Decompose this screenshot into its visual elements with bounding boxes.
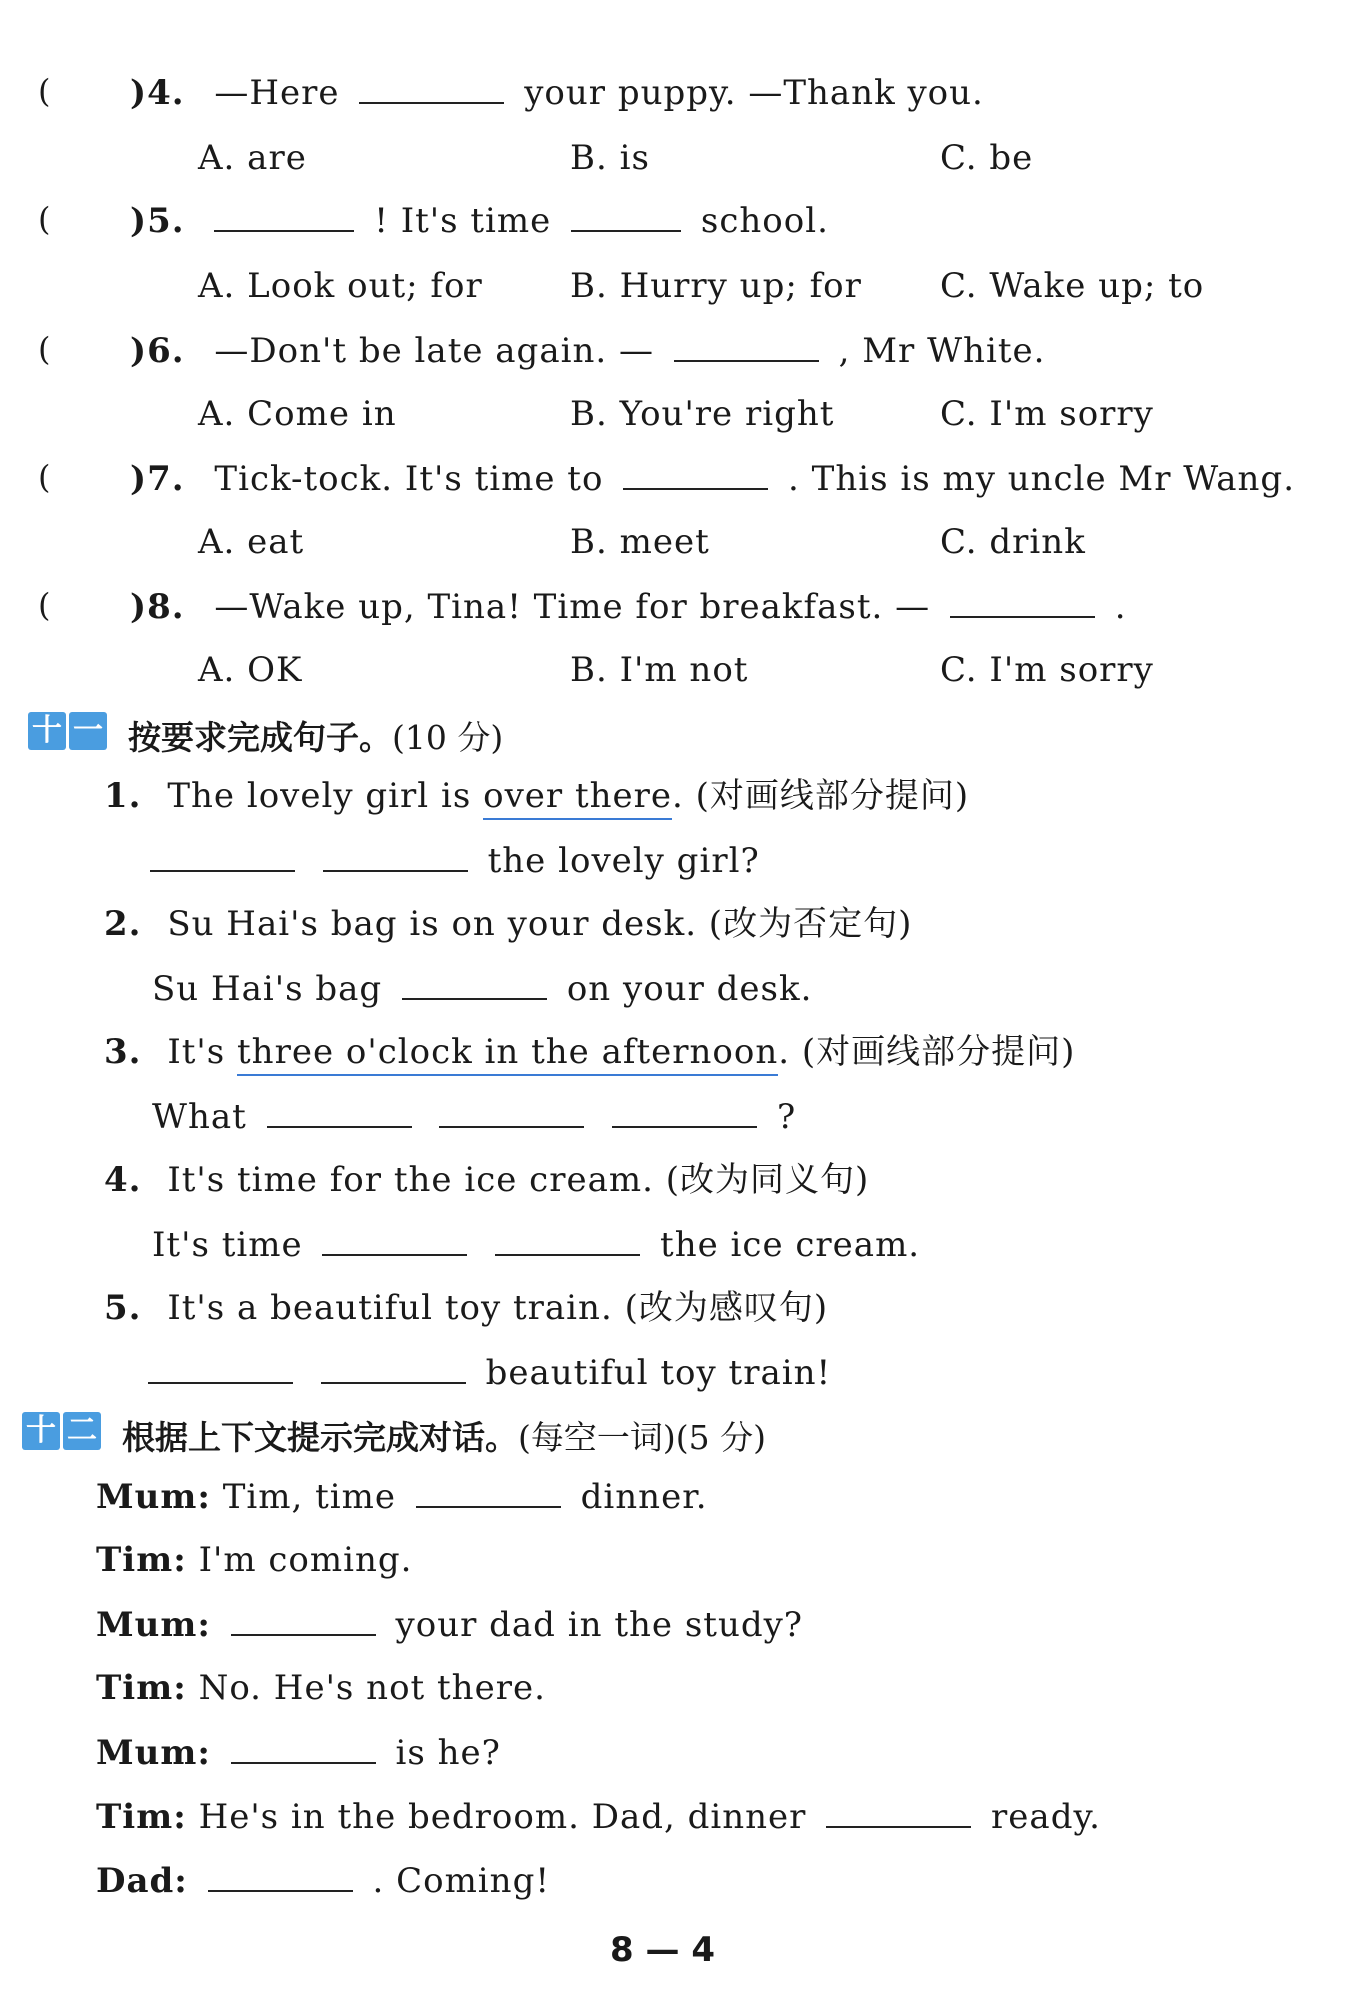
option-c[interactable]: C. Wake up; to <box>940 266 1205 306</box>
answer-paren: ( <box>38 458 51 496</box>
question-text: ! It's time <box>374 201 552 241</box>
answer-blank[interactable] <box>148 1352 293 1384</box>
question-number: )7. <box>130 459 185 499</box>
section-title-text: 根据上下文提示完成对话。 <box>122 1418 518 1457</box>
dialogue-line-3 <box>96 1604 803 1645</box>
option-a[interactable]: A. Come in <box>198 394 397 434</box>
underlined-phrase: over there <box>483 776 672 820</box>
answer-blank[interactable] <box>322 1224 467 1256</box>
answer-text: It's time <box>152 1225 303 1265</box>
answer-blank[interactable] <box>231 1604 376 1636</box>
question-stem <box>130 200 829 241</box>
answer-paren: ( <box>38 200 51 238</box>
question-text: —Wake up, Tina! Time for breakfast. — <box>214 587 931 627</box>
answer-paren: ( <box>38 72 51 110</box>
answer-blank[interactable] <box>359 72 504 104</box>
option-b[interactable]: B. meet <box>570 522 710 562</box>
item-number: 4. <box>104 1160 142 1200</box>
underlined-phrase: three o'clock in the afternoon <box>237 1032 778 1076</box>
speaker-label: Mum: <box>96 1477 211 1517</box>
badge-char: 一 <box>69 712 107 750</box>
section-number-badge <box>22 1412 101 1450</box>
question-number: )8. <box>130 587 185 627</box>
answer-blank[interactable] <box>416 1476 561 1508</box>
dialogue-line-6 <box>96 1796 1101 1837</box>
item-number: 1. <box>104 776 142 816</box>
answer-text: the ice cream. <box>660 1225 921 1265</box>
dialogue-line-2 <box>96 1540 412 1580</box>
answer-text: on your desk. <box>566 969 813 1009</box>
answer-line-1 <box>150 840 760 881</box>
answer-blank[interactable] <box>208 1860 353 1892</box>
question-text: —Here <box>214 73 340 113</box>
question-text: —Don't be late again. — <box>214 331 654 371</box>
answer-blank[interactable] <box>267 1096 412 1128</box>
option-c[interactable]: C. drink <box>940 522 1086 562</box>
option-a[interactable]: A. Look out; for <box>198 266 483 306</box>
question-stem <box>130 330 1045 371</box>
sentence-item-5 <box>104 1288 828 1328</box>
item-number: 5. <box>104 1288 142 1328</box>
dialogue-line-5 <box>96 1732 501 1773</box>
sentence-item-4 <box>104 1160 869 1200</box>
option-b[interactable]: B. Hurry up; for <box>570 266 862 306</box>
answer-blank[interactable] <box>231 1732 376 1764</box>
item-text: It's a beautiful toy train. (改为感叹句) <box>167 1288 829 1328</box>
speaker-label: Tim: <box>96 1668 187 1708</box>
item-text: . (对画线部分提问) <box>672 776 970 816</box>
answer-blank[interactable] <box>321 1352 466 1384</box>
answer-text: the lovely girl? <box>487 841 760 881</box>
answer-text: What <box>152 1097 247 1137</box>
answer-line-3 <box>152 1096 796 1137</box>
answer-blank[interactable] <box>826 1796 971 1828</box>
question-text: Tick-tock. It's time to <box>214 459 604 499</box>
answer-text: ? <box>777 1097 797 1137</box>
option-b[interactable]: B. I'm not <box>570 650 749 690</box>
section-score: (10 分) <box>392 718 504 757</box>
page-number: 8 — 4 <box>610 1930 715 1970</box>
answer-line-4 <box>152 1224 920 1265</box>
answer-blank[interactable] <box>323 840 468 872</box>
answer-text: Su Hai's bag <box>152 969 383 1009</box>
answer-line-5 <box>148 1352 831 1393</box>
section-title <box>128 712 503 759</box>
dialogue-text: dinner. <box>580 1477 708 1517</box>
sentence-item-3 <box>104 1032 1075 1072</box>
section-score: (每空一词)(5 分) <box>518 1418 766 1457</box>
dialogue-text: He's in the bedroom. Dad, dinner <box>198 1797 807 1837</box>
badge-char: 十 <box>22 1412 60 1450</box>
option-b[interactable]: B. is <box>570 138 650 178</box>
question-text: , Mr White. <box>838 331 1046 371</box>
option-c[interactable]: C. I'm sorry <box>940 394 1154 434</box>
answer-blank[interactable] <box>571 200 681 232</box>
option-a[interactable]: A. eat <box>198 522 305 562</box>
speaker-label: Mum: <box>96 1605 211 1645</box>
item-text: It's <box>167 1032 238 1072</box>
answer-blank[interactable] <box>402 968 547 1000</box>
speaker-label: Tim: <box>96 1797 187 1837</box>
answer-paren: ( <box>38 586 51 624</box>
question-stem <box>130 586 1127 627</box>
speaker-label: Tim: <box>96 1540 187 1580</box>
item-text: The lovely girl is <box>167 776 484 816</box>
item-text: It's time for the ice cream. (改为同义句) <box>167 1160 870 1200</box>
dialogue-text: Tim, time <box>222 1477 397 1517</box>
question-number: )4. <box>130 73 185 113</box>
dialogue-text: your dad in the study? <box>395 1605 804 1645</box>
answer-blank[interactable] <box>623 458 768 490</box>
item-number: 2. <box>104 904 142 944</box>
dialogue-text: I'm coming. <box>198 1540 413 1580</box>
speaker-label: Mum: <box>96 1733 211 1773</box>
question-text: your puppy. —Thank you. <box>524 73 984 113</box>
section-title-text: 按要求完成句子。 <box>128 718 392 757</box>
answer-text: beautiful toy train! <box>485 1353 832 1393</box>
option-c[interactable]: C. be <box>940 138 1034 178</box>
answer-blank[interactable] <box>950 586 1095 618</box>
dialogue-line-4 <box>96 1668 546 1708</box>
sentence-item-2 <box>104 904 912 944</box>
option-a[interactable]: A. are <box>198 138 307 178</box>
answer-blank[interactable] <box>214 200 354 232</box>
option-b[interactable]: B. You're right <box>570 394 835 434</box>
section-title <box>122 1412 766 1459</box>
dialogue-text: . Coming! <box>372 1861 551 1901</box>
answer-paren: ( <box>38 330 51 368</box>
dialogue-line-1 <box>96 1476 708 1517</box>
question-stem <box>130 72 984 113</box>
question-number: )5. <box>130 201 185 241</box>
speaker-label: Dad: <box>96 1861 188 1901</box>
dialogue-text: is he? <box>395 1733 501 1773</box>
item-text: Su Hai's bag is on your desk. (改为否定句) <box>167 904 913 944</box>
dialogue-text: No. He's not there. <box>198 1668 546 1708</box>
sentence-item-1 <box>104 776 969 816</box>
section-number-badge <box>28 712 107 750</box>
question-text: . <box>1114 587 1127 627</box>
badge-char: 二 <box>63 1412 101 1450</box>
answer-blank[interactable] <box>439 1096 584 1128</box>
dialogue-line-7 <box>96 1860 550 1901</box>
badge-char: 十 <box>28 712 66 750</box>
item-number: 3. <box>104 1032 142 1072</box>
option-a[interactable]: A. OK <box>198 650 303 690</box>
item-text: . (对画线部分提问) <box>778 1032 1076 1072</box>
option-c[interactable]: C. I'm sorry <box>940 650 1154 690</box>
answer-blank[interactable] <box>674 330 819 362</box>
question-text: . This is my uncle Mr Wang. <box>788 459 1295 499</box>
answer-blank[interactable] <box>495 1224 640 1256</box>
answer-line-2 <box>152 968 812 1009</box>
question-text: school. <box>700 201 829 241</box>
answer-blank[interactable] <box>612 1096 757 1128</box>
question-number: )6. <box>130 331 185 371</box>
question-stem <box>130 458 1295 499</box>
answer-blank[interactable] <box>150 840 295 872</box>
dialogue-text: ready. <box>991 1797 1101 1837</box>
